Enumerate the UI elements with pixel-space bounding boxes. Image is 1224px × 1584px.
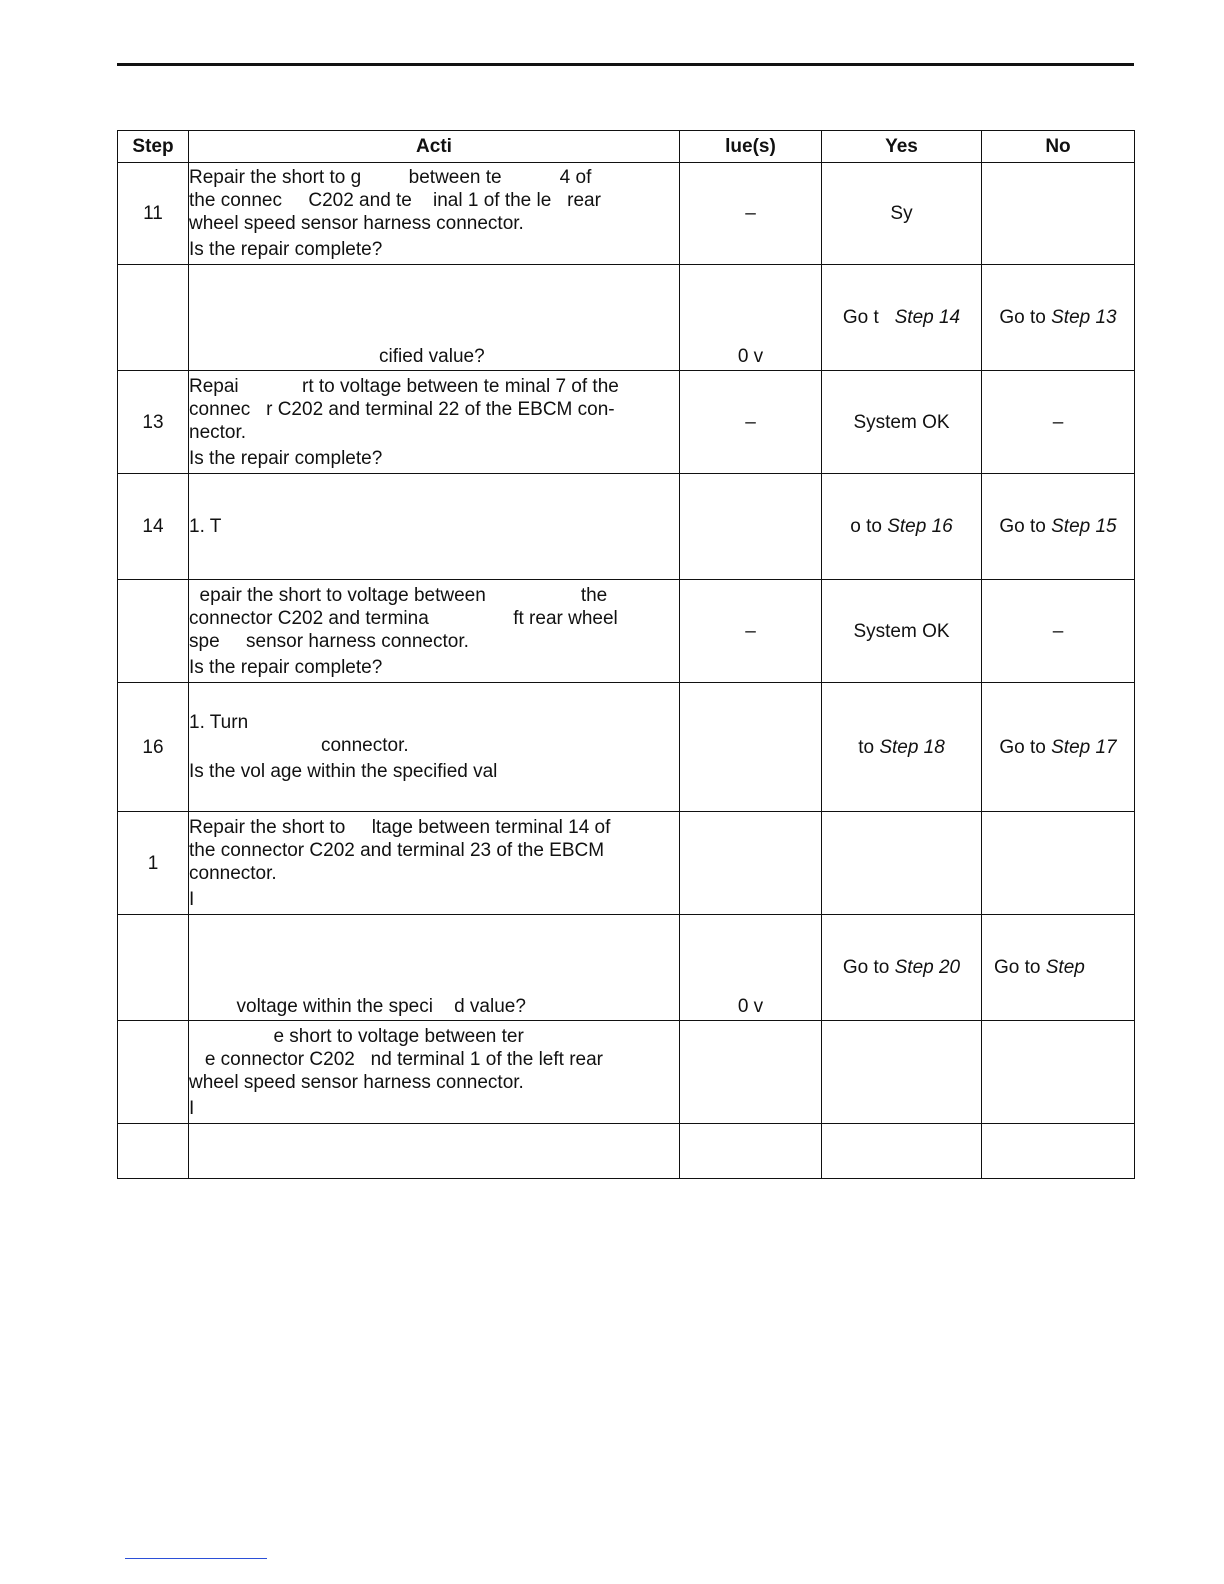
action-cell bbox=[189, 683, 680, 812]
yes-cell bbox=[822, 683, 982, 812]
yes-text: Sy bbox=[890, 203, 913, 224]
step-number: 14 bbox=[118, 474, 189, 580]
top-rule bbox=[117, 63, 1134, 66]
yes-cell bbox=[822, 1124, 982, 1179]
no-cell bbox=[982, 371, 1135, 474]
value-cell bbox=[680, 1021, 822, 1124]
value-cell: – bbox=[680, 580, 822, 683]
no-cell bbox=[982, 163, 1135, 265]
no-text: Go to bbox=[999, 307, 1052, 328]
no-cell bbox=[982, 474, 1135, 580]
yes-text: to bbox=[858, 736, 880, 758]
no-cell bbox=[982, 812, 1135, 915]
footer-link-underline[interactable] bbox=[125, 1558, 267, 1559]
yes-text: o to bbox=[850, 516, 888, 537]
no-cell bbox=[982, 1021, 1135, 1124]
step-number: 13 bbox=[118, 371, 189, 474]
no-step-link[interactable]: Step 13 bbox=[1051, 307, 1117, 328]
no-step-link[interactable]: Step 15 bbox=[1051, 516, 1117, 537]
action-line: 1. T bbox=[189, 516, 222, 537]
value-cell: – bbox=[680, 163, 822, 265]
action-line: Repair the short to ltage between terminal 14 of bbox=[189, 816, 611, 838]
table-row bbox=[118, 163, 1135, 265]
action-line: connector C202 and termina ft rear wheel bbox=[189, 607, 618, 629]
yes-text: Go t bbox=[842, 307, 895, 328]
action-cell bbox=[189, 1021, 680, 1124]
no-cell bbox=[982, 683, 1135, 812]
action-cell bbox=[189, 265, 680, 371]
action-line: the connec C202 and te inal 1 of the le rear bbox=[189, 190, 601, 211]
action-cell bbox=[189, 163, 680, 265]
value-cell: – bbox=[680, 371, 822, 474]
action-line: connector. bbox=[189, 735, 409, 756]
action-line: epair the short to voltage between the bbox=[189, 584, 608, 606]
step-number bbox=[118, 1124, 189, 1179]
action-question: I bbox=[189, 1097, 195, 1119]
no-text: – bbox=[1052, 411, 1064, 433]
no-cell bbox=[982, 580, 1135, 683]
table-row bbox=[118, 1021, 1135, 1124]
no-text: Go to bbox=[999, 736, 1052, 758]
no-step-link[interactable]: Step bbox=[1045, 957, 1085, 978]
yes-cell bbox=[822, 265, 982, 371]
value-cell bbox=[680, 683, 822, 812]
table-row bbox=[118, 474, 1135, 580]
yes-cell bbox=[822, 474, 982, 580]
value-cell bbox=[680, 1124, 822, 1179]
no-step-link[interactable]: Step 17 bbox=[1051, 736, 1117, 758]
table-header-row bbox=[118, 131, 1135, 163]
action-question: cified value? bbox=[189, 346, 485, 367]
action-line: Repai rt to voltage between te minal 7 of the bbox=[189, 375, 619, 397]
action-line: the connector C202 and terminal 23 of the EBCM bbox=[189, 839, 605, 861]
action-question: Is the repair complete? bbox=[189, 239, 383, 260]
table-row bbox=[118, 265, 1135, 371]
yes-cell bbox=[822, 163, 982, 265]
action-line: nector. bbox=[189, 421, 247, 443]
action-cell bbox=[189, 1124, 680, 1179]
action-cell bbox=[189, 474, 680, 580]
action-line: connector. bbox=[189, 862, 277, 884]
action-line: wheel speed sensor harness connector. bbox=[189, 1071, 524, 1093]
action-question: I bbox=[189, 888, 195, 910]
action-line: e connector C202 nd terminal 1 of the left rear bbox=[189, 1048, 604, 1070]
yes-step-link[interactable]: Step 14 bbox=[894, 307, 961, 328]
no-cell bbox=[982, 265, 1135, 371]
action-line: connec r C202 and terminal 22 of the EBCM con- bbox=[189, 398, 615, 420]
step-number: 16 bbox=[118, 683, 189, 812]
yes-text: System OK bbox=[853, 411, 950, 433]
table-row bbox=[118, 580, 1135, 683]
header-yes: Yes bbox=[822, 131, 982, 163]
action-cell bbox=[189, 915, 680, 1021]
value-cell bbox=[680, 812, 822, 915]
action-question: Is the repair complete? bbox=[189, 656, 383, 678]
header-action: Acti bbox=[189, 131, 680, 163]
step-number bbox=[118, 915, 189, 1021]
yes-cell bbox=[822, 580, 982, 683]
action-line: 1. Turn bbox=[189, 712, 249, 733]
no-text: Go to bbox=[994, 957, 1046, 978]
diagnostic-table bbox=[117, 130, 1135, 1179]
header-no: No bbox=[982, 131, 1135, 163]
yes-text: Go to bbox=[842, 957, 895, 978]
step-number: 11 bbox=[118, 163, 189, 265]
value-cell bbox=[680, 474, 822, 580]
yes-cell bbox=[822, 371, 982, 474]
yes-cell bbox=[822, 1021, 982, 1124]
yes-step-link[interactable]: Step 16 bbox=[887, 516, 953, 537]
yes-text: System OK bbox=[853, 620, 950, 642]
table-body bbox=[118, 163, 1135, 1179]
value-cell: 0 v bbox=[680, 915, 822, 1021]
step-number bbox=[118, 1021, 189, 1124]
step-number bbox=[118, 265, 189, 371]
no-cell bbox=[982, 1124, 1135, 1179]
action-cell bbox=[189, 580, 680, 683]
action-line: Repair the short to g between te 4 of bbox=[189, 167, 592, 188]
action-question: Is the vol age within the specified val bbox=[189, 761, 498, 782]
action-question: Is the repair complete? bbox=[189, 447, 383, 469]
value-cell: 0 v bbox=[680, 265, 822, 371]
header-step: Step bbox=[118, 131, 189, 163]
action-line: e short to voltage between ter bbox=[189, 1025, 524, 1047]
no-cell bbox=[982, 915, 1135, 1021]
action-cell bbox=[189, 812, 680, 915]
table-row bbox=[118, 812, 1135, 915]
action-line: wheel speed sensor harness connector. bbox=[189, 213, 524, 234]
step-number: 1 bbox=[118, 812, 189, 915]
header-values: lue(s) bbox=[680, 131, 822, 163]
action-cell bbox=[189, 371, 680, 474]
yes-step-link[interactable]: Step 20 bbox=[894, 957, 961, 978]
step-number bbox=[118, 580, 189, 683]
yes-cell bbox=[822, 812, 982, 915]
table-row bbox=[118, 915, 1135, 1021]
yes-step-link[interactable]: Step 18 bbox=[879, 736, 945, 758]
action-question: voltage within the speci d value? bbox=[189, 996, 526, 1017]
table-row bbox=[118, 683, 1135, 812]
no-text: – bbox=[1052, 620, 1064, 642]
action-line: spe sensor harness connector. bbox=[189, 630, 469, 652]
no-text: Go to bbox=[999, 516, 1052, 537]
table-row bbox=[118, 1124, 1135, 1179]
table-row bbox=[118, 371, 1135, 474]
yes-cell bbox=[822, 915, 982, 1021]
